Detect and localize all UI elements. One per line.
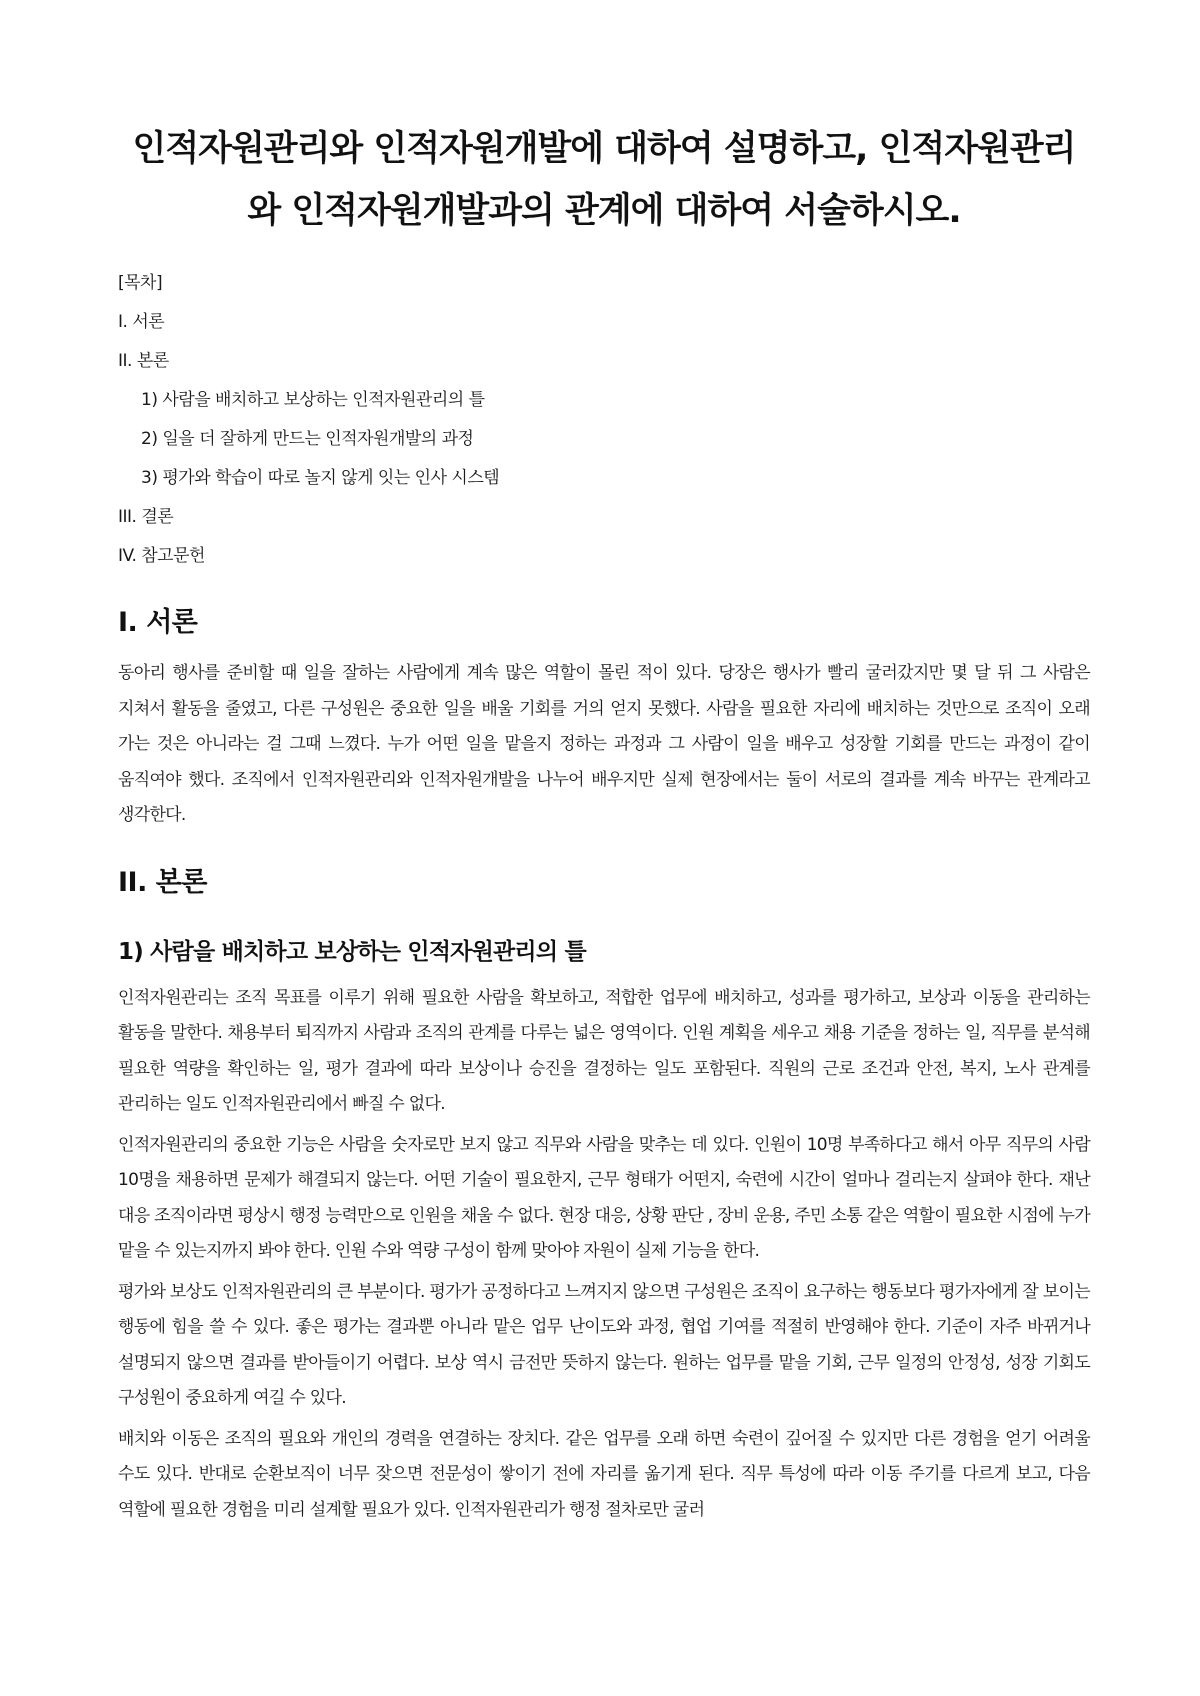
body-heading: II. 본론 bbox=[118, 866, 207, 898]
toc-item-body-2: 2) 일을 더 잘하게 만드는 인적자원개발의 과정 bbox=[141, 429, 474, 449]
body-paragraph: 인적자원관리는 조직 목표를 이루기 위해 필요한 사람을 확보하고, 적합한 업무에 배치하고, 성과를 평가하고, 보상과 이동을 관리하는 활동을 말한다. 채용부터 퇴직까지 사람과 조직의 관계를 다루는 넓은 영역이다. 인원 계획을 세우고 채용 기준을 정하는 일, 직무를 분석해 필요한 역량을 확인하는 일, 평가 결과에 따라 보상이나 승진을 결정하는 일도 포함된다. 직원의 근로 조건과 안전, 복지, 노사 관계를 관리하는 일도 인적자원관리에서 빠질 수 없다. bbox=[118, 987, 1090, 1114]
toc-label: [목차] bbox=[118, 273, 163, 293]
introduction-paragraph: 동아리 행사를 준비할 때 일을 잘하는 사람에게 계속 많은 역할이 몰린 적이 있다. 당장은 행사가 빨리 굴러갔지만 몇 달 뒤 그 사람은 지쳐서 활동을 줄였고, 다른 구성원은 중요한 일을 배울 기회를 거의 얻지 못했다. 사람을 필요한 자리에 배치하는 것만으로 조직이 오래 가는 것은 아니라는 걸 그때 느꼈다. 누가 어떤 일을 맡을지 정하는 과정과 그 사람이 일을 배우고 성장할 기회를 만드는 과정이 같이 움직여야 했다. 조직에서 인적자원관리와 인적자원개발을 나누어 배우지만 실제 현장에서는 둘이 서로의 결과를 계속 바꾸는 관계라고 생각한다. bbox=[118, 663, 1091, 825]
subsection-1-heading: 1) 사람을 배치하고 보상하는 인적자원관리의 틀 bbox=[118, 938, 586, 965]
introduction-heading: I. 서론 bbox=[118, 607, 198, 638]
introduction-section bbox=[118, 604, 1090, 834]
body-section bbox=[118, 864, 1090, 1529]
document-title: 인적자원관리와 인적자원개발에 대하여 설명하고, 인적자원관리와 인적자원개발과의 관계에 대하여 서술하시오. bbox=[132, 129, 1076, 231]
body-subsection-1 bbox=[118, 935, 1090, 1529]
toc-item-body-1: 1) 사람을 배치하고 보상하는 인적자원관리의 틀 bbox=[141, 390, 485, 410]
toc-item-body-3: 3) 평가와 학습이 따로 놀지 않게 잇는 인사 시스템 bbox=[141, 468, 500, 488]
toc-item-introduction: I. 서론 bbox=[118, 312, 165, 332]
body-paragraph: 배치와 이동은 조직의 필요와 개인의 경력을 연결하는 장치다. 같은 업무를 오래 하면 숙련이 깊어질 수 있지만 다른 경험을 얻기 어려울 수도 있다. 반대로 순환보직이 너무 잦으면 전문성이 쌓이기 전에 자리를 옮기게 된다. 직무 특성에 따라 이동 주기를 다르게 보고, 다음 역할에 필요한 경험을 미리 설계할 필요가 있다. 인적자원관리가 행정 절차로만 굴러 bbox=[118, 1428, 1090, 1520]
body-paragraph: 인적자원관리의 중요한 기능은 사람을 숫자로만 보지 않고 직무와 사람을 맞추는 데 있다. 인원이 10명 부족하다고 해서 아무 직무의 사람 10명을 채용하면 문제가 해결되지 않는다. 어떤 기술이 필요한지, 근무 형태가 어떤지, 숙련에 시간이 얼마나 걸리는지 살펴야 한다. 재난 대응 조직이라면 평상시 행정 능력만으로 인원을 채울 수 없다. 현장 대응, 상황 판단 , 장비 운용, 주민 소통 같은 역할이 필요한 시점에 누가 맡을 수 있는지까지 봐야 한다. 인원 수와 역량 구성이 함께 맞아야 자원이 실제 기능을 한다. bbox=[118, 1134, 1090, 1261]
toc-item-body: II. 본론 bbox=[118, 351, 169, 371]
table-of-contents bbox=[118, 264, 1090, 576]
toc-item-conclusion: III. 결론 bbox=[118, 507, 174, 527]
body-paragraph: 평가와 보상도 인적자원관리의 큰 부분이다. 평가가 공정하다고 느껴지지 않으면 구성원은 조직이 요구하는 행동보다 평가자에게 잘 보이는 행동에 힘을 쓸 수 있다. 좋은 평가는 결과뿐 아니라 맡은 업무 난이도와 과정, 협업 기여를 적절히 반영해야 한다. 기준이 자주 바뀌거나 설명되지 않으면 결과를 받아들이기 어렵다. 보상 역시 금전만 뜻하지 않는다. 원하는 업무를 맡을 기회, 근무 일정의 안정성, 성장 기회도 구성원이 중요하게 여길 수 있다. bbox=[118, 1281, 1090, 1408]
toc-item-references: IV. 참고문헌 bbox=[118, 546, 205, 566]
